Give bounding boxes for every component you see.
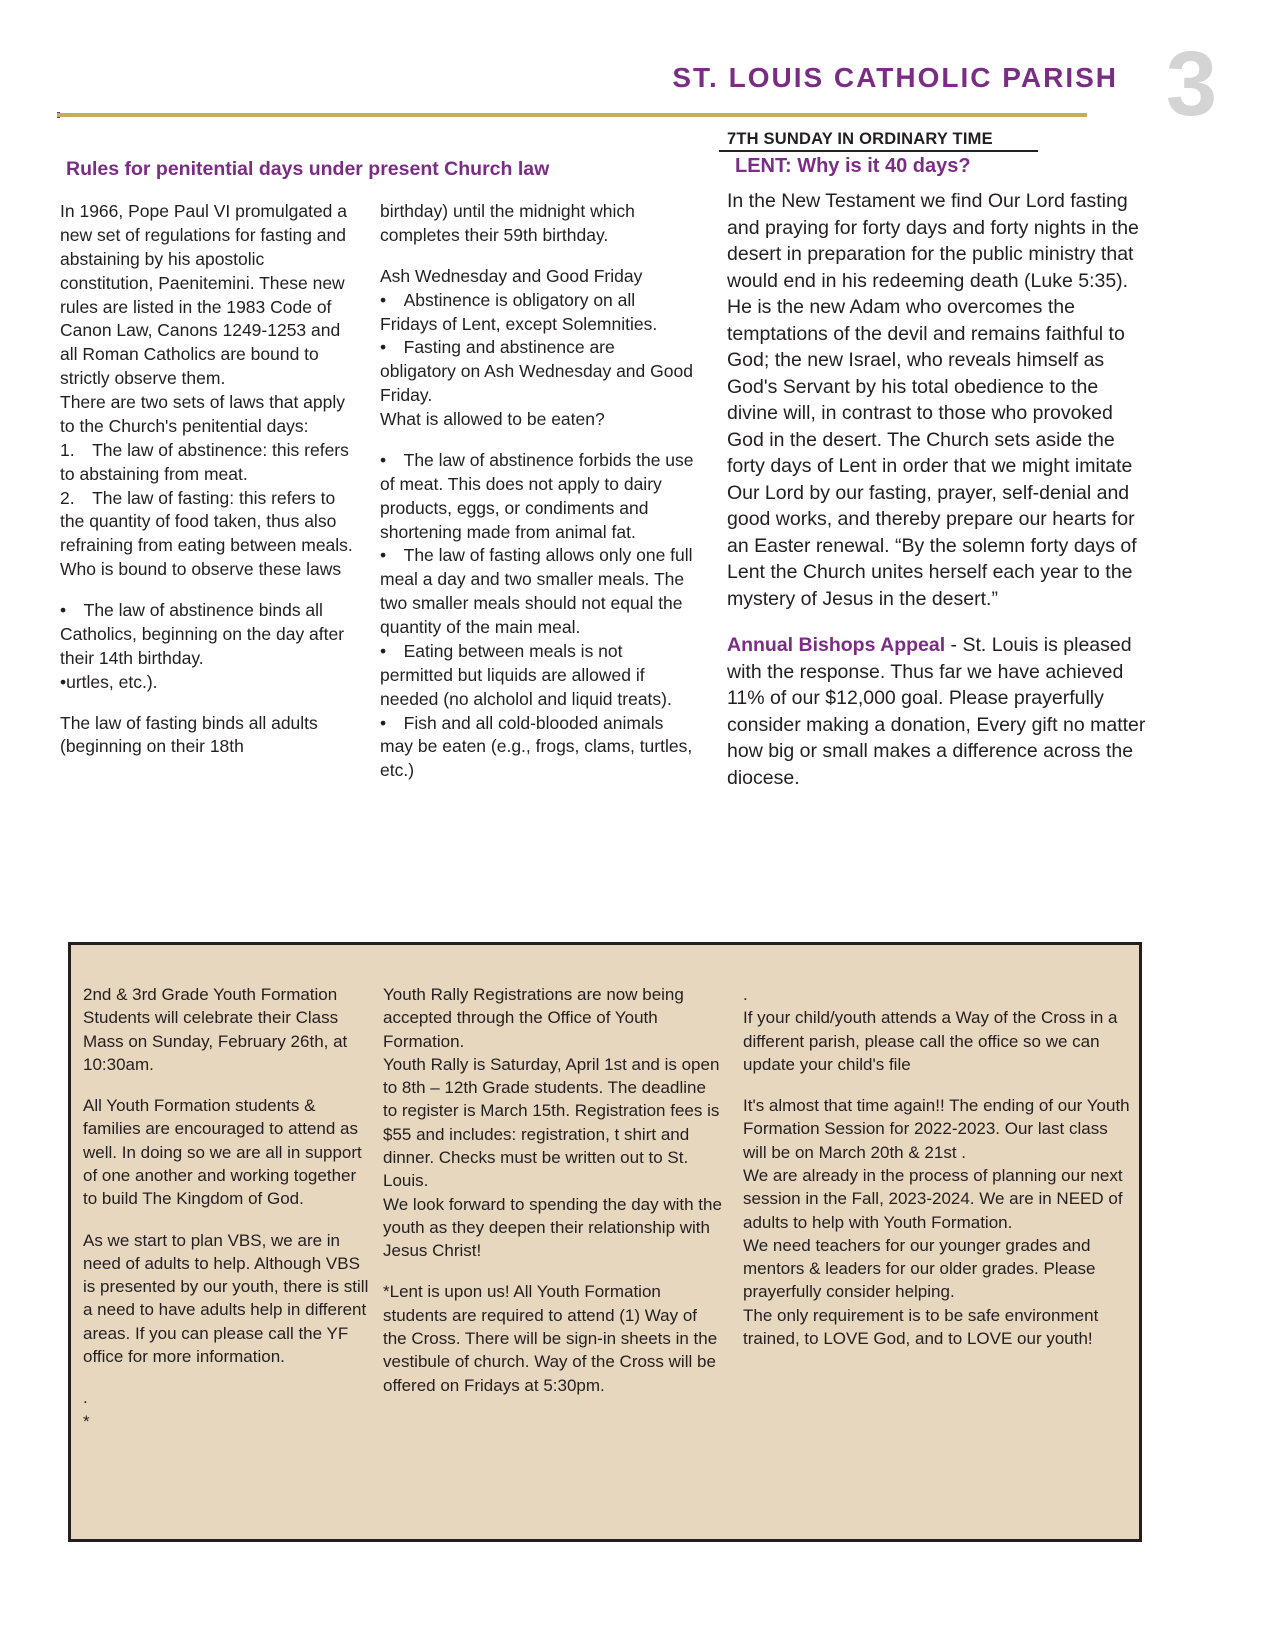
paragraph: Youth Rally Registrations are now being accepted through the Office of Youth Formation. [383,985,684,1051]
paragraph: Youth Rally is Saturday, April 1st and is open to 8th – 12th Grade students. The deadline to register is March 15th. Registration fees is $55 and includes: registration, t shirt and dinner. Checks must be written out to St. Louis. [383,1054,720,1191]
penitential-rules-column-2 [380,200,695,783]
paragraph: • Fasting and abstinence are obligatory on Ash Wednesday and Good Friday. [380,337,693,406]
paragraph: 2nd & 3rd Grade Youth Formation Students will celebrate their Class Mass on Sunday, February 26th, at 10:30am. [83,985,348,1074]
paragraph: •urtles, etc.). [60,671,158,692]
paragraph: All Youth Formation students & families are encouraged to attend as well. In doing so we are all in support of one another and working together to build The Kingdom of God. [83,1096,362,1209]
panel-column-3 [743,983,1131,1350]
paragraph: 2. The law of fasting: this refers to the quantity of food taken, thus also refraining from eating between meals. [60,487,353,556]
paragraph: • The law of abstinence binds all Catholics, beginning on the day after their 14th birthday. [60,600,345,668]
page-number: 3 [1165,33,1217,135]
paragraph: In 1966, Pope Paul VI promulgated a new set of regulations for fasting and abstaining by his apostolic constitution, Paenitemini. These new rules are listed in the 1983 Code of Canon Law, Canons 1249-1253 and all Roman Catholics are bound to strictly observe them. [60,201,348,389]
paragraph: • Abstinence is obligatory on all Fridays of Lent, except Solemnities. [380,289,658,334]
panel-column-2 [383,983,723,1397]
lent-section [727,130,1152,791]
page-header [0,0,1275,135]
bishops-appeal-body: - St. Louis is pleased with the response. Thus far we have achieved 11% of our $12,000 goal. Please prayerfully consider making a donation, Every gift no matter how big or small makes a difference across the diocese. [727,634,1146,789]
penitential-rules-heading: Rules for penitential days under present Church law [66,158,550,180]
paragraph: Ash Wednesday and Good Friday [380,265,643,286]
paragraph: * [83,1411,90,1431]
paragraph: *Lent is upon us! All Youth Formation students are required to attend (1) Way of the Cross. There will be sign-in sheets in the vestibule of church. Way of the Cross will be offered on Fridays at 5:30pm. [383,1282,718,1395]
paragraph: 1. The law of abstinence: this refers to abstaining from meat. [60,439,349,484]
bishops-appeal-paragraph [727,632,1152,791]
paragraph: . [83,1388,88,1408]
paragraph: We are already in the process of planning our next session in the Fall, 2023-2024. We are in NEED of adults to help with Youth Formation. [743,1165,1123,1232]
paragraph: • The law of abstinence forbids the use of meat. This does not apply to dairy products, eggs, or condiments and shortening made from animal fat. [380,449,694,542]
paragraph: The only requirement is to be safe environment trained, to LOVE God, and to LOVE our youth! [743,1305,1099,1348]
paragraph: As we start to plan VBS, we are in need of adults to help. Although VBS is presented by our youth, there is still a need to have adults help in different areas. If you can please call the YF office for more information. [83,1230,369,1366]
penitential-rules-column-1 [60,200,355,759]
paragraph: We need teachers for our younger grades and mentors & leaders for our older grades. Please prayerfully consider helping. [743,1235,1096,1302]
header-rule [57,113,1087,117]
paragraph: The law of fasting binds all adults (beginning on their 18th [60,712,318,757]
lent-body: In the New Testament we find Our Lord fasting and praying for forty days and forty nights in the desert in preparation for the public ministry that would end in his redeeming death (Luke 5:35). He is the new Adam who overcomes the temptations of the devil and remains faithful to God; the new Israel, who reveals himself as God's Servant by his total obedience to the divine will, in contrast to those who provoked God in the desert. The Church sets aside the forty days of Lent in order that we might imitate Our Lord by our fasting, prayer, self-denial and good works, and thereby prepare our hearts for an Easter renewal. “By the solemn forty days of Lent the Church unites herself each year to the mystery of Jesus in the desert.” [727,190,1139,610]
paragraph: We look forward to spending the day with the youth as they deepen their relationship with Jesus Christ! [383,1194,722,1261]
paragraph: birthday) until the midnight which completes their 59th birthday. [380,201,635,245]
paragraph: • Fish and all cold-blooded animals may be eaten (e.g., frogs, clams, turtles, etc.) [380,712,693,781]
paragraph: Who is bound to observe these laws [60,559,342,580]
paragraph: What is allowed to be eaten? [380,409,605,429]
paragraph: It's almost that time again!! The ending of our Youth Formation Session for 2022-2023. Our last class will be on March 20th & 21st . [743,1096,1130,1162]
panel-column-1 [83,983,373,1433]
lent-heading: LENT: Why is it 40 days? [735,155,971,177]
paragraph: . [743,985,748,1004]
sunday-label: 7TH SUNDAY IN ORDINARY TIME [727,130,993,148]
paragraph: If your child/youth attends a Way of the Cross in a different parish, please call the office so we can update your child's file [743,1008,1118,1074]
bishops-appeal-label: Annual Bishops Appeal [727,634,946,657]
paragraph: • The law of fasting allows only one full meal a day and two smaller meals. The two smaller meals should not equal the quantity of the main meal. [380,545,693,637]
parish-title: ST. LOUIS CATHOLIC PARISH [672,62,1118,93]
paragraph: • Eating between meals is not permitted but liquids are allowed if needed (no alcholol and liquid treats). [380,640,672,709]
youth-formation-panel [68,942,1142,1542]
paragraph: There are two sets of laws that apply to the Church's penitential days: [60,392,345,436]
